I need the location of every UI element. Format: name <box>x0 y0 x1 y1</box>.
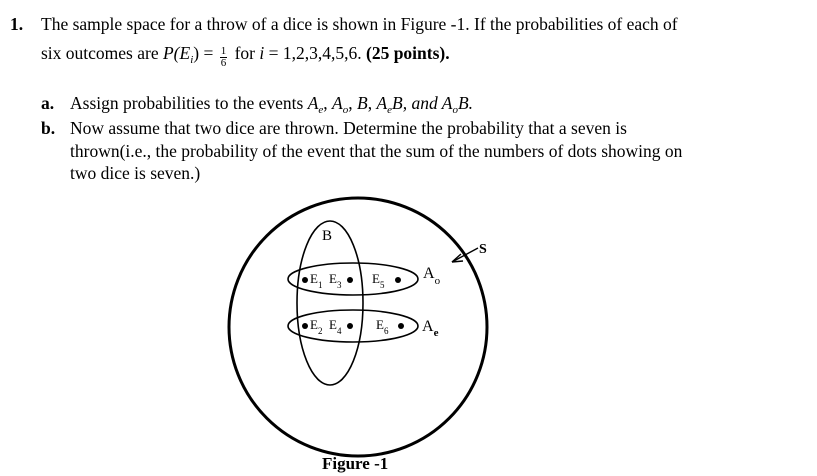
event-3-sep: B, and <box>392 93 442 113</box>
event-2-sep: , <box>367 93 377 113</box>
element-e1 <box>310 271 322 290</box>
label-ao-base: A <box>423 265 435 282</box>
element-e5-sub: 5 <box>379 280 385 290</box>
part-b-line-1: Now assume that two dice are thrown. Determine the probability that a seven is <box>70 118 627 138</box>
dot-e2 <box>302 323 308 329</box>
question-line-2-text: six outcomes are <box>41 43 159 63</box>
part-a-label: a. <box>41 93 55 113</box>
label-b: B <box>322 228 333 244</box>
event-0-base: A <box>307 93 319 113</box>
label-ae <box>422 318 439 339</box>
element-e6-sub: 6 <box>383 326 389 336</box>
element-e5-base: E <box>372 271 380 286</box>
for-index: i <box>259 43 265 63</box>
label-ae-base: A <box>422 318 434 335</box>
figure-caption: Figure -1 <box>322 454 389 473</box>
formula-eq: ) = <box>193 43 214 63</box>
dot-e4 <box>347 323 353 329</box>
element-e4-sub: 4 <box>336 326 342 336</box>
dot-e1 <box>302 277 308 283</box>
label-ao <box>423 265 441 287</box>
dot-e6 <box>398 323 404 329</box>
event-0-sep: , <box>323 93 333 113</box>
range-text: = 1,2,3,4,5,6. <box>264 43 362 63</box>
event-4-sep: B. <box>457 93 474 113</box>
element-e2-base: E <box>310 317 318 332</box>
part-b-label: b. <box>41 118 56 138</box>
points-label: (25 points). <box>366 43 450 63</box>
event-1-sub: o <box>342 104 349 116</box>
label-ao-sub: o <box>434 275 441 287</box>
event-3-base: A <box>376 93 388 113</box>
dot-e5 <box>395 277 401 283</box>
event-2-base: B <box>356 93 368 113</box>
dot-e3 <box>347 277 353 283</box>
element-e6 <box>376 317 389 336</box>
question-line-1: The sample space for a throw of a dice is shown in Figure -1. If the probabilities of each of <box>41 14 678 34</box>
element-e3-sub: 3 <box>336 280 342 290</box>
element-e3 <box>329 271 342 290</box>
event-b-ellipse <box>297 221 363 385</box>
sample-space-circle <box>229 198 487 456</box>
element-e6-base: E <box>376 317 384 332</box>
arrow-s-line <box>452 248 478 262</box>
fraction-denominator: 6 <box>220 57 227 69</box>
element-e1-sub: 1 <box>317 280 323 290</box>
event-1-sep: , <box>348 93 357 113</box>
for-text: for <box>230 43 260 63</box>
element-e2-sub: 2 <box>317 326 323 336</box>
event-0-sub: e <box>318 104 324 116</box>
formula-lhs: P(E <box>162 43 191 63</box>
arrow-s-head <box>452 254 463 262</box>
event-4-base: A <box>441 93 453 113</box>
part-a-instruction: Assign probabilities to the events <box>70 93 304 113</box>
event-1-base: A <box>332 93 343 113</box>
part-b-line-2: thrown(i.e., the probability of the event that the sum of the numbers of dots showing on <box>70 141 683 161</box>
element-e4 <box>329 317 342 336</box>
event-4-sub: o <box>452 104 458 116</box>
element-e5 <box>372 271 385 290</box>
element-e3-base: E <box>329 271 337 286</box>
label-ae-sub: e <box>433 327 439 339</box>
part-b-line-3: two dice is seven.) <box>70 163 201 183</box>
element-e2 <box>310 317 322 336</box>
question-number: 1. <box>10 14 24 34</box>
event-3-sub: e <box>387 104 393 116</box>
element-e4-base: E <box>329 317 337 332</box>
label-s: S <box>479 242 487 257</box>
fraction-numerator: 1 <box>220 45 227 57</box>
element-e1-base: E <box>310 271 318 286</box>
formula-sub: i <box>190 54 194 66</box>
